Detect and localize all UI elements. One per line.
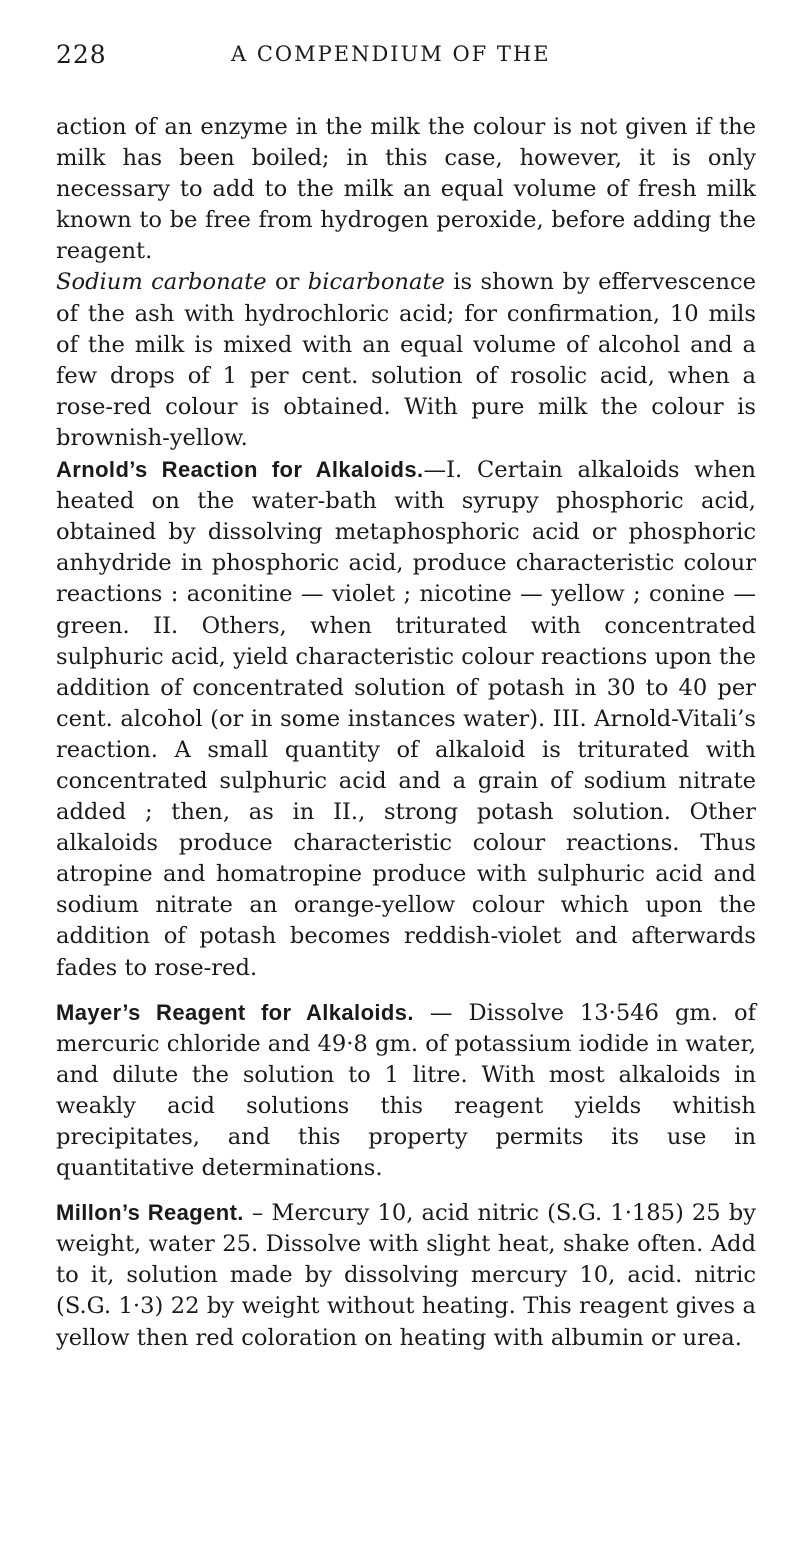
section-heading-mayers-reagent: Mayer’s Reagent for Alkaloids. xyxy=(56,999,414,1025)
paragraph-mayers-reagent xyxy=(56,997,756,1185)
section-heading-arnolds-reaction: Arnold’s Reaction for Alkaloids. xyxy=(56,457,424,483)
paragraph-text: – Mercury 10, acid nitric (S.G. 1·185) 25 by weight, water 25. Dissolve with slight heat, shake often. Add to it, solution made by dissolving mercury 10, acid. nitric (S.G. 1·3) 22 by weight without heating. This reagent gives a yellow then red coloration on heating with albumin or urea. xyxy=(56,1200,756,1351)
running-head xyxy=(56,40,756,80)
section-heading-millons-reagent: Millon’s Reagent. xyxy=(56,1200,244,1226)
paragraph-sodium-carbonate xyxy=(56,267,756,454)
paragraph-arnolds-reaction xyxy=(56,454,756,984)
page-number: 228 xyxy=(56,40,107,69)
paragraph-milk-enzyme xyxy=(56,112,756,267)
paragraph-text: —I. Certain alkaloids when heated on the water-bath with syrupy phosphoric acid, obtained by dissolving metaphosphoric acid or phosphoric anhydride in phosphoric acid, produce characteristic colour reactions : aconitine — violet ; nicotine — yellow ; conine — green. II. Others, when triturated with concentrated sulphuric acid, yield characteristic colour reactions upon the addition of concentrated solution of potash in 30 to 40 per cent. alcohol (or in some instances water). III. Arnold-Vitali’s reaction. A small quantity of alkaloid is triturated with concentrated sulphuric acid and a grain of sodium nitrate added ; then, as in II., strong potash solution. Other alkaloids produce characteristic colour reactions. Thus atropine and homatropine produce with sulphuric acid and sodium nitrate an orange-yellow colour which upon the addition of potash becomes reddish-violet and afterwards fades to rose-red. xyxy=(56,457,756,981)
book-page xyxy=(56,40,756,1354)
italic-term-bicarbonate: bicarbonate xyxy=(307,269,445,296)
paragraph-millons-reagent xyxy=(56,1197,756,1353)
body-text xyxy=(56,112,756,1354)
italic-term-sodium-carbonate: Sodium carbonate xyxy=(56,269,267,296)
connector-text: or xyxy=(266,269,308,296)
running-title: A COMPENDIUM OF THE xyxy=(231,42,551,66)
paragraph-text: action of an enzyme in the milk the colour is not given if the milk has been boiled; in this case, however, it is only necessary to add to the milk an equal volume of fresh milk known to be free from hydrogen peroxide, before adding the reagent. xyxy=(56,114,756,265)
paragraph-text: is shown by effervescence of the ash with hydrochloric acid; for confirmation, 10 mils of the milk is mixed with an equal volume of alcohol and a few drops of 1 per cent. solution of rosolic acid, when a rose-red colour is obtained. With pure milk the colour is brownish-yellow. xyxy=(56,269,757,451)
paragraph-text: — Dissolve 13·546 gm. of mercuric chloride and 49·8 gm. of potassium iodide in water, and dilute the solution to 1 litre. With most alkaloids in weakly acid solutions this reagent yields whitish precipitates, and this property permits its use in quantitative determinations. xyxy=(56,999,756,1182)
